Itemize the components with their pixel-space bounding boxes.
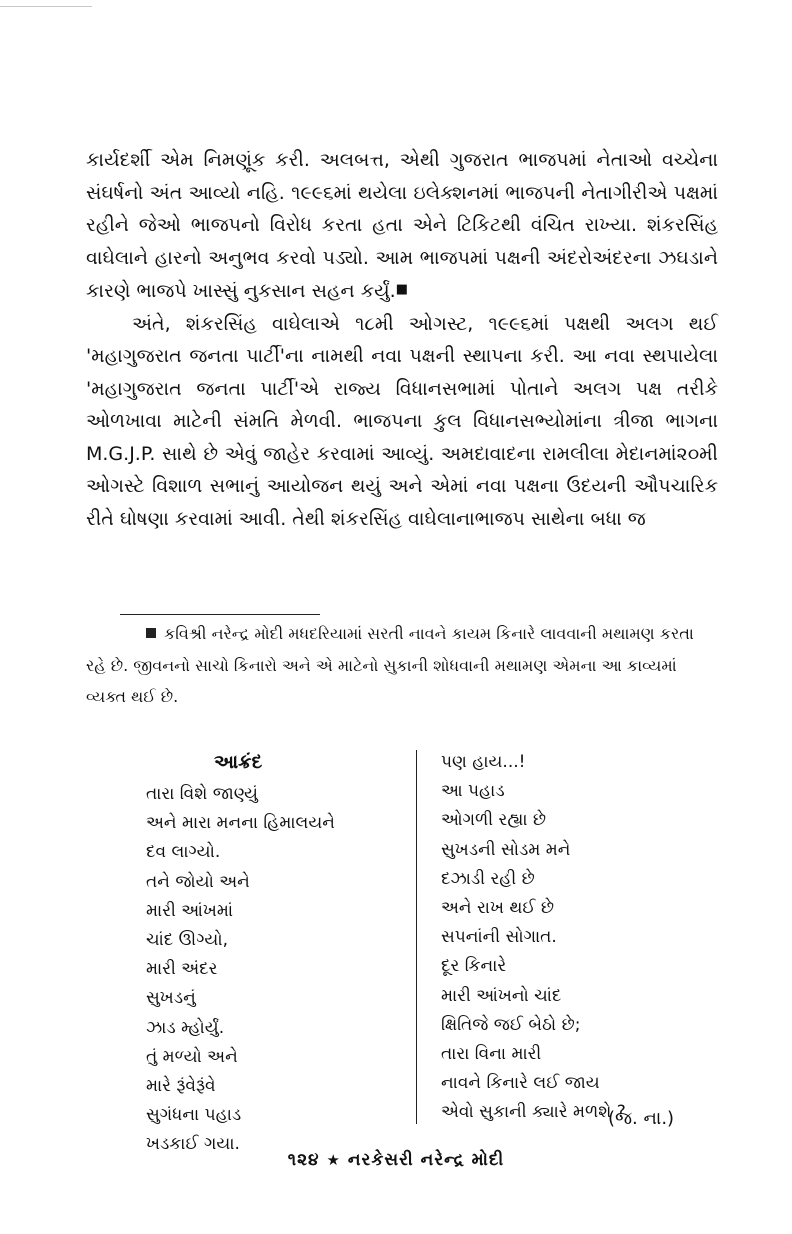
poem-left-lines xyxy=(146,780,335,1160)
footnote xyxy=(86,618,698,713)
poem-left-line-12: સુગંધના પહાડ xyxy=(146,1105,242,1126)
paragraph-1 xyxy=(86,144,718,308)
poem-right-column xyxy=(441,748,721,1128)
poem-right-line-6: અને રાખ થઈ છે xyxy=(441,898,555,919)
poem-left-line-11: મારે રૂંવેરૂંવે xyxy=(146,1076,216,1097)
poem-right-line-4: સુખડની સોડમ મને xyxy=(441,839,571,860)
poem-left-line-4: તને જોયો અને xyxy=(146,871,250,892)
poem-left-line-7: મારી અંદર xyxy=(146,959,218,980)
star-icon: ★ xyxy=(326,1151,341,1169)
footnote-marker: ■ xyxy=(395,282,409,297)
poem-left-line-3: દવ લાગ્યો. xyxy=(146,842,221,863)
poem-right-lines xyxy=(441,748,721,1128)
poem-right-line-8: દૂર કિનારે xyxy=(441,956,507,977)
poem-right-line-3: ઓગળી રહ્યા છે xyxy=(441,810,547,831)
poem-left-line-1: તારા વિશે જાણ્યું xyxy=(146,784,258,804)
poem-right-line-9: મારી આંખનો ચાંદ xyxy=(441,985,562,1006)
page-number: ૧૨૪ xyxy=(287,1150,320,1170)
poem-title: આક્રંદ xyxy=(214,751,263,773)
poem-right-line-12: નાવને કિનારે લઈ જાય xyxy=(441,1073,600,1094)
poem-right-line-11: તારા વિના મારી xyxy=(441,1044,542,1065)
poem-left-line-13: ખડકાઈ ગયા. xyxy=(146,1134,240,1155)
poem-left-line-2: અને મારા મનના હિમાલયને xyxy=(146,813,335,834)
poem-left-line-8: સુખડનું xyxy=(146,988,196,1009)
poem-right-line-13: એવો સુકાની ક્યારે મળશે ? xyxy=(441,1102,626,1123)
poem-left-line-5: મારી આંખમાં xyxy=(146,900,233,921)
poem-right-line-5: દઝાડી રહી છે xyxy=(441,868,535,889)
paragraph-2: અંતે, શંકરસિંહ વાઘેલાએ ૧૮મી ઓગસ્ટ, ૧૯૯૬માં પક્ષથી અલગ થઈ 'મહાગુજરાત જનતા પાર્ટી'ના નામથી નવા પક્ષની સ્થાપના કરી. આ નવા સ્થપાયેલા 'મહાગુજરાત જનતા પાર્ટી'એ રાજ્ય વિધાનસભામાં પોતાને અલગ પક્ષ તરીકે ઓળખાવા માટેની સંમતિ મેળવી. ભાજપના કુલ વિધાનસભ્યોમાંના ત્રીજા ભાગના M.G.J.P. સાથે છે એવું જાહેર કરવામાં આવ્યું. અમદાવાદના રામલીલા મેદાનમાં૨૦મી ઓગસ્ટે વિશાળ સભાનું આયોજન થયું અને એમાં નવા પક્ષના ઉદયની ઔપચારિક રીતે ઘોષણા કરવામાં આવી. તેથી શંકરસિંહ વાઘેલાનાભાજપ સાથેના બધા જ xyxy=(86,312,718,530)
poem-signature: (જ. ના.) xyxy=(608,1108,675,1129)
poem-right-line-7: સપનાંની સોગાત. xyxy=(441,927,557,948)
book-title: નરકેસરી નરેન્દ્ર મોદી xyxy=(347,1150,505,1170)
poem-right-line-1: પણ હાય...! xyxy=(441,752,526,772)
top-edge-rule xyxy=(0,6,92,7)
poem-left-line-6: ચાંદ ઊગ્યો, xyxy=(146,930,228,951)
poem-right-line-10: ક્ષિતિજે જઈ બેઠો છે; xyxy=(441,1014,581,1035)
poem-left-line-9: ઝાડ મ્હોર્યું. xyxy=(146,1017,225,1038)
body-text xyxy=(86,144,718,535)
footnote-text: કવિશ્રી નરેન્દ્ર મોદી મધદરિયામાં સરતી નાવને કાયમ કિનારે લાવવાની મથામણ કરતા રહે છે. જીવનનો સાચો કિનારો અને એ માટેનો સુકાની શોધવાની મથામણ એમના આ કાવ્યમાં વ્યક્ત થઈ છે. xyxy=(86,624,694,706)
poem-column-divider xyxy=(416,750,417,1124)
page-footer xyxy=(0,1150,792,1170)
footnote-divider xyxy=(120,614,320,615)
footnote-square-icon xyxy=(146,628,156,638)
poem-left-line-10: તું મળ્યો અને xyxy=(146,1046,238,1067)
poem-right-line-2: આ પહાડ xyxy=(441,781,505,802)
paragraph-1-text: કાર્યદર્શી એમ નિમણૂંક કરી. અલબત્ત, એથી ગુજરાત ભાજપમાં નેતાઓ વચ્ચેના સંઘર્ષનો અંત આવ્યો નહિ. ૧૯૯૬માં થયેલા ઇલેક્શનમાં ભાજપની નેતાગીરીએ પક્ષમાં રહીને જેઓ ભાજપનો વિરોધ કરતા હતા એને ટિકિટથી વંચિત રાખ્યા. શંકરસિંહ વાઘેલાને હારનો અનુભવ કરવો પડ્યો. આમ ભાજપમાં પક્ષની અંદરોઅંદરના ઝઘડાને કારણે ભાજપે ખાસ્સું નુકસાન સહન કર્યું. xyxy=(86,149,718,302)
